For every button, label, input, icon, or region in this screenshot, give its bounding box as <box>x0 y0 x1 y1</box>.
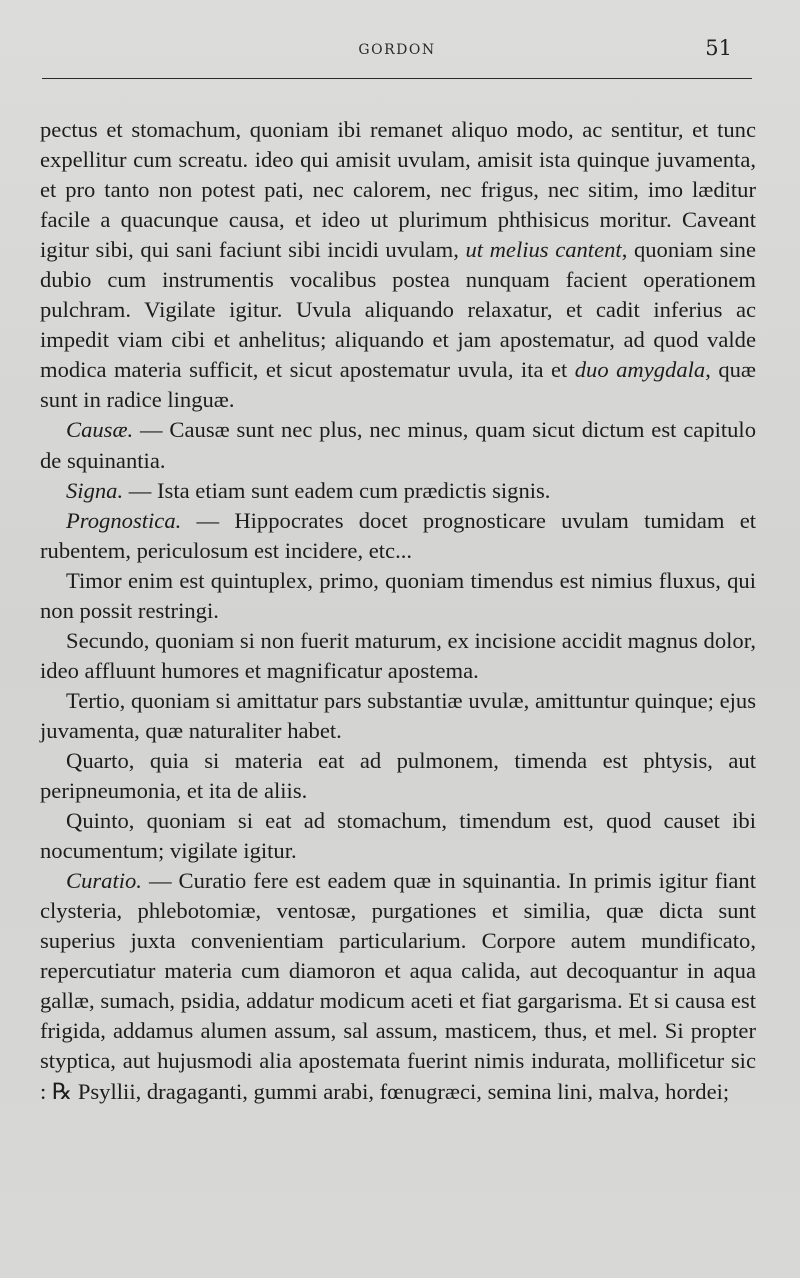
text-run: — Hippocrates docet prognosticare uvulam tumidam et rubentem, periculosum est incidere, etc... <box>40 507 756 563</box>
italic-text: Curatio. <box>66 868 142 894</box>
italic-text: Causæ. <box>66 417 134 443</box>
paragraph <box>40 115 756 415</box>
text-run: Timor enim est quintuplex, primo, quoniam timendus est nimius fluxus, qui non possit restringi. <box>40 567 756 623</box>
paragraph <box>40 476 756 506</box>
text-run: — Curatio fere est eadem quæ in squinantia. In primis igitur fiant clysteria, phlebotomiæ, ventosæ, purgationes et similia, quæ dicta sunt superius juxta convenientiam particularium. Corpore autem mundificato, repercutiatur materia cum diamoron et aqua calida, aut decoquantur in aqua gallæ, sumach, psidia, addatur modicum aceti et fiat gargarisma. Et si causa est frigida, addamus alumen assum, sal assum, masticem, thus, et mel. Si propter styptica, aut hujusmodi alia apostemata fuerint nimis indurata, mollificetur sic : ℞ Psyllii, dragaganti, gummi arabi, fœnugræci, semina lini, malva, hordei; <box>40 868 756 1104</box>
running-header <box>42 36 752 68</box>
header-rule <box>42 78 752 79</box>
italic-text: Prognostica. <box>66 507 182 533</box>
text-run: — Ista etiam sunt eadem cum prædictis signis. <box>123 477 551 503</box>
text-run: — Causæ sunt nec plus, nec minus, quam sicut dictum est capitulo de squinantia. <box>40 417 756 473</box>
text-run: Quarto, quia si materia eat ad pulmonem, timenda est phtysis, aut peripneumonia, et ita de aliis. <box>40 747 756 804</box>
italic-text: duo amygdala <box>574 357 706 383</box>
italic-text: Signa. <box>66 477 124 503</box>
paragraph <box>40 686 756 746</box>
text-run: pectus et stomachum, quoniam ibi remanet aliquo modo, ac sentitur, et tunc expellitur cum screatu. ideo qui amisit uvulam, amisit ista quinque juvamenta, et pro tanto non potest pati, nec calorem, nec frigus, nec sitim, imo læditur facile a quacunque causa, et ideo ut plurimum phthisicus moritur. Caveant igitur sibi, qui sani faciunt sibi incidi uvulam, <box>40 117 756 263</box>
text-run: , quæ sunt in radice linguæ. <box>40 357 756 413</box>
page-number: 51 <box>705 36 732 60</box>
text-run: , quoniam sine dubio cum instrumentis vocalibus postea nunquam facient operationem pulchram. Vigilate igitur. Uvula aliquando relaxatur, et cadit inferius ac impedit viam cibi et anhelitus; aliquando et jam apostematur, ad quod valde modica materia sufficit, et sicut apostematur uvula, ita et <box>40 237 756 383</box>
paragraph <box>40 566 756 626</box>
text-run: Tertio, quoniam si amittatur pars substantiæ uvulæ, amittuntur quinque; ejus juvamenta, quæ naturaliter habet. <box>40 687 756 743</box>
running-title: GORDON <box>358 42 436 58</box>
paragraph <box>40 806 756 866</box>
paragraph <box>40 626 756 686</box>
text-run: Secundo, quoniam si non fuerit maturum, ex incisione accidit magnus dolor, ideo affluunt humores et magnificatur apostema. <box>40 627 756 683</box>
paragraph <box>40 506 756 566</box>
text-run: Quinto, quoniam si eat ad stomachum, timendum est, quod causet ibi nocumentum; vigilate igitur. <box>40 808 756 864</box>
paragraph <box>40 415 756 475</box>
italic-text: ut melius cantent <box>465 237 622 263</box>
paragraph <box>40 866 756 1106</box>
paragraph <box>40 746 756 806</box>
body-text <box>40 115 756 1107</box>
